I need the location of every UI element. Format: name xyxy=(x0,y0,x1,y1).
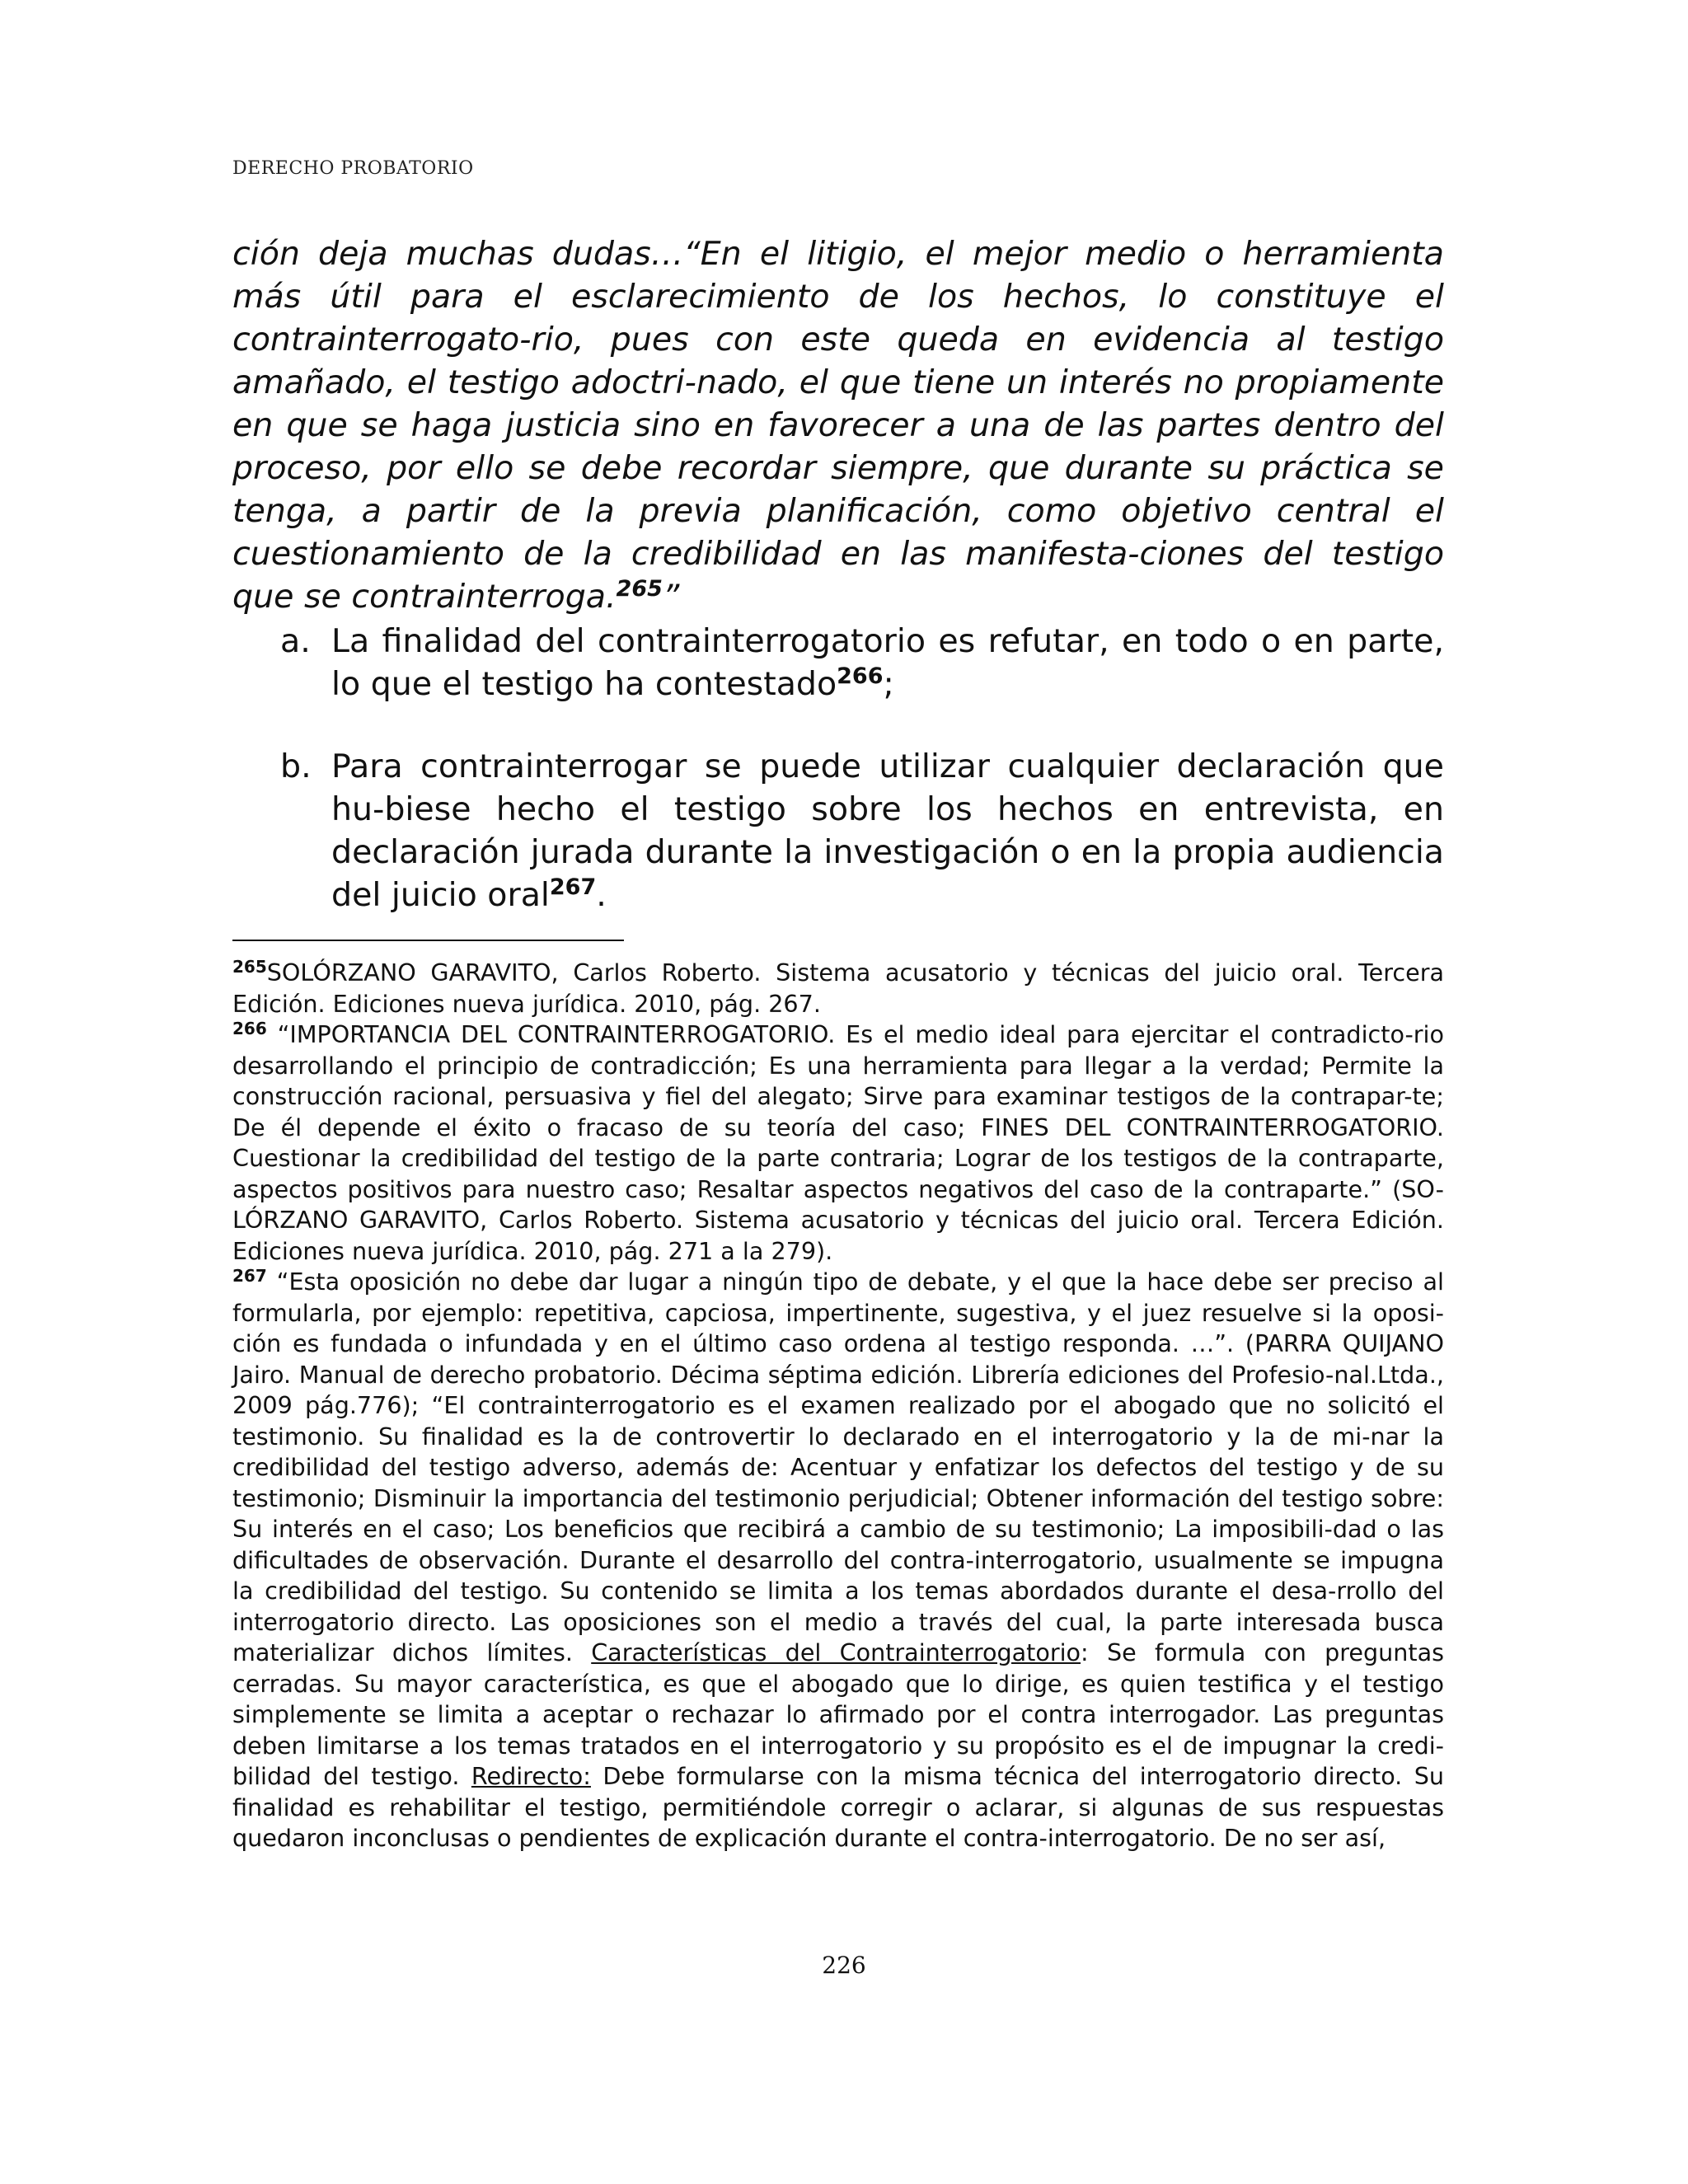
footnote-number: 267 xyxy=(232,1266,267,1286)
list-item-text xyxy=(331,620,1444,705)
list-item-text xyxy=(331,745,1444,916)
running-header: DERECHO PROBATORIO xyxy=(232,158,474,179)
footnote-ref-267[interactable]: 267 xyxy=(549,874,597,900)
footnote-ref-265[interactable]: 265 xyxy=(616,576,663,602)
list-item-trailing: ; xyxy=(883,665,894,703)
block-quote xyxy=(232,232,1444,618)
quote-closing-mark: ” xyxy=(662,578,680,616)
list-item-body: Para contrainterrogar se puede utilizar cualquier declaración que hu-biese hecho el testigo sobre los hechos en entrevista, en declaración jurada durante la investigación o en la propia audiencia del juicio oral xyxy=(331,748,1444,914)
footnote-separator xyxy=(232,940,624,941)
footnote-text: : Se formula con preguntas cerradas. Su mayor característica, es que el abogado que lo dirige, es quien testifica y el testigo simplemente se limita a aceptar o rechazar lo afirmado por el contra interrogador. Las preguntas deben limitarse a los temas tratados en el interrogatorio y su propósito es el de impugnar la credi-bilidad del testigo. xyxy=(232,1638,1444,1790)
footnote-heading-caracteristicas: Características del Contrainterrogatorio xyxy=(591,1638,1081,1666)
footnote-ref-266[interactable]: 266 xyxy=(837,663,884,689)
page-number: 226 xyxy=(822,1952,866,1979)
list-marker: a. xyxy=(280,622,311,660)
footnote-text: SOLÓRZANO GARAVITO, Carlos Roberto. Sistema acusatorio y técnicas del juicio oral. Tercera Edición. Ediciones nueva jurídica. 2010, pág. 267. xyxy=(232,958,1444,1018)
list-item-body: La finalidad del contrainterrogatorio es refutar, en todo o en parte, lo que el testigo ha contestado xyxy=(331,622,1444,703)
footnote-text: Debe formularse con la misma técnica del interrogatorio directo. Su finalidad es rehabilitar el testigo, permitiéndole corregir o aclarar, si algunas de sus respuestas quedaron inconclusas o pendientes de explicación durante el contra-interrogatorio. De no ser así, xyxy=(232,1762,1444,1852)
quote-text: ción deja muchas dudas…“En el litigio, el mejor medio o herramienta más útil para el esclarecimiento de los hechos, lo constituye el contrainterrogato-rio, pues con este queda en evidencia al testigo amañado, el testigo adoctri-nado, el que tiene un interés no propiamente en que se haga justicia sino en favorecer a una de las partes dentro del proceso, por ello se debe recordar siempre, que durante su práctica se tenga, a partir de la previa planificación, como objetivo central el cuestionamiento de la credibilidad en las manifesta-ciones del testigo que se contrainterroga. xyxy=(232,235,1444,616)
footnote-267 xyxy=(232,1267,1444,1854)
footnote-number: 265 xyxy=(232,957,267,977)
footnote-265 xyxy=(232,958,1444,1019)
list-marker: b. xyxy=(280,748,312,785)
footnote-text: “Esta oposición no debe dar lugar a ningún tipo de debate, y el que la hace debe ser preciso al formularla, por ejemplo: repetitiva, capciosa, impertinente, sugestiva, y el juez resuelve si la oposi-ción es fundada o infundada y en el último caso ordena al testigo responda. …”. (PARRA QUIJANO Jairo. Manual de derecho probatorio. Décima séptima edición. Librería ediciones del Profesio-nal.Ltda., 2009 pág.776); “El contrainterrogatorio es el examen realizado por el abogado que no solicitó el testimonio. Su finalidad es la de controvertir lo declarado en el interrogatorio y la de mi-nar la credibilidad del testigo adverso, además de: Acentuar y enfatizar los defectos del testigo y de su testimonio; Disminuir la importancia del testimonio perjudicial; Obtener información del testigo sobre: Su interés en el caso; Los beneficios que recibirá a cambio de su testimonio; La imposibili-dad o las dificultades de observación. Durante el desarrollo del contra-interrogatorio, usualmente se impugna la credibilidad del testigo. Su contenido se limita a los temas abordados durante el desa-rrollo del interrogatorio directo. Las oposiciones son el medio a través del cual, la parte interesada busca materializar dichos límites. xyxy=(232,1268,1444,1666)
footnote-number: 266 xyxy=(232,1019,267,1038)
footnote-266 xyxy=(232,1019,1444,1267)
footnote-text: “IMPORTANCIA DEL CONTRAINTERROGATORIO. Es el medio ideal para ejercitar el contradicto-rio desarrollando el principio de contradicción; Es una herramienta para llegar a la verdad; Permite la construcción racional, persuasiva y fiel del alegato; Sirve para examinar testigos de la contrapar-te; De él depende el éxito o fracaso de su teoría del caso; FINES DEL CONTRAINTERROGATORIO. Cuestionar la credibilidad del testigo de la parte contraria; Lograr de los testigos de la contraparte, aspectos positivos para nuestro caso; Resaltar aspectos negativos del caso de la contraparte.” (SO-LÓRZANO GARAVITO, Carlos Roberto. Sistema acusatorio y técnicas del juicio oral. Tercera Edición. Ediciones nueva jurídica. 2010, pág. 271 a la 279). xyxy=(232,1020,1444,1265)
footnotes xyxy=(232,958,1444,1854)
list-item-trailing: . xyxy=(596,876,607,914)
footnote-heading-redirecto: Redirecto: xyxy=(471,1762,591,1790)
